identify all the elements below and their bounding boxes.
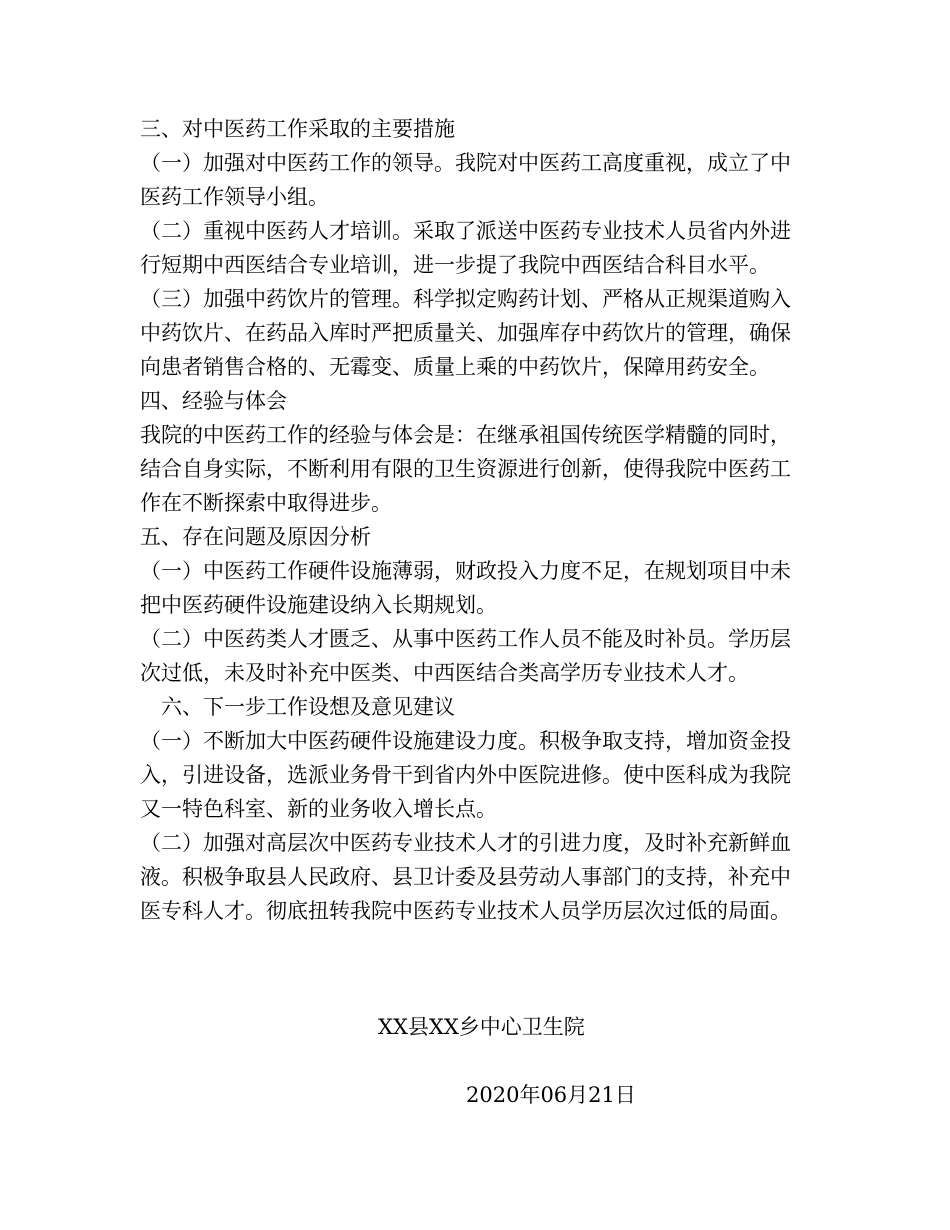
- paragraph-line: 次过低，未及时补充中医类、中西医结合类高学历专业技术人才。: [140, 661, 749, 685]
- paragraph-line: 液。积极争取县人民政府、县卫计委及县劳动人事部门的支持，补充中: [140, 865, 791, 889]
- paragraph-line: 结合自身实际，不断利用有限的卫生资源进行创新，使得我院中医药工: [140, 457, 791, 481]
- document-body: [140, 112, 812, 928]
- paragraph-line: 把中医药硬件设施建设纳入长期规划。: [140, 593, 497, 617]
- paragraph-line: 作在不断探索中取得进步。: [140, 491, 392, 515]
- paragraph-line: 医药工作领导小组。: [140, 185, 329, 209]
- section-heading-problems: 五、存在问题及原因分析: [140, 525, 371, 549]
- paragraph-line: 行短期中西医结合专业培训，进一步提了我院中西医结合科目水平。: [140, 253, 770, 277]
- paragraph-line: （二）中医药类人才匮乏、从事中医药工作人员不能及时补员。学历层: [140, 627, 791, 651]
- paragraph-line: 向患者销售合格的、无霉变、质量上乘的中药饮片，保障用药安全。: [140, 355, 770, 379]
- paragraph-line: 中药饮片、在药品入库时严把质量关、加强库存中药饮片的管理，确保: [140, 321, 791, 345]
- paragraph-line: 我院的中医药工作的经验与体会是：在继承祖国传统医学精髓的同时，: [140, 423, 791, 447]
- paragraph-line: （三）加强中药饮片的管理。科学拟定购药计划、严格从正规渠道购入: [140, 287, 791, 311]
- paragraph-line: 又一特色科室、新的业务收入增长点。: [140, 797, 497, 821]
- paragraph-line: （一）不断加大中医药硬件设施建设力度。积极争取支持，增加资金投: [140, 729, 791, 753]
- paragraph-line: （一）中医药工作硬件设施薄弱，财政投入力度不足，在规划项目中未: [140, 559, 791, 583]
- paragraph-line: （二）加强对高层次中医药专业技术人才的引进力度，及时补充新鲜血: [140, 831, 791, 855]
- section-heading-measures: 三、对中医药工作采取的主要措施: [140, 117, 455, 141]
- paragraph-line: （一）加强对中医药工作的领导。我院对中医药工高度重视，成立了中: [140, 151, 791, 175]
- signature-organization: XX县XX乡中心卫生院: [378, 1015, 585, 1039]
- section-heading-next-steps: 六、下一步工作设想及意见建议: [161, 695, 455, 719]
- paragraph-line: （二）重视中医药人才培训。采取了派送中医药专业技术人员省内外进: [140, 219, 791, 243]
- paragraph-line: 医专科人才。彻底扭转我院中医药专业技术人员学历层次过低的局面。: [140, 899, 791, 923]
- section-heading-experience: 四、经验与体会: [140, 389, 287, 413]
- paragraph-line: 入，引进设备，选派业务骨干到省内外中医院进修。使中医科成为我院: [140, 763, 791, 787]
- signature-date: 2020年06月21日: [466, 1083, 636, 1107]
